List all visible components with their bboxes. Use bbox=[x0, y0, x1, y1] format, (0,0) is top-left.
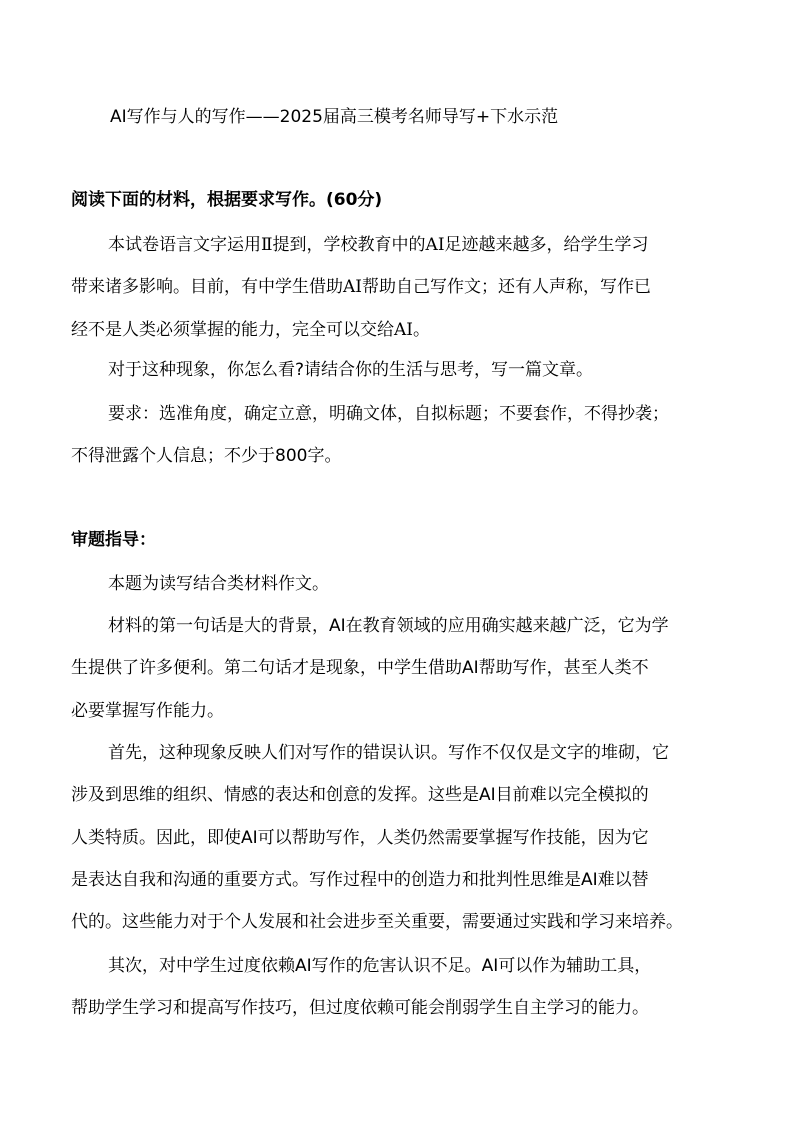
material-heading: 阅读下面的材料，根据要求写作。(60分) bbox=[71, 190, 383, 210]
requirements-line-1: 要求：选准角度，确定立意，明确文体，自拟标题；不要套作，不得抄袭； bbox=[108, 404, 669, 424]
document-title: AI写作与人的写作——2025届高三模考名师导写+下水示范 bbox=[110, 107, 559, 127]
question-line: 对于这种现象，你怎么看?请结合你的生活与思考，写一篇文章。 bbox=[108, 360, 594, 380]
guide-p3-line-1: 其次，对中学生过度依赖AI写作的危害认识不足。AI可以作为辅助工具， bbox=[108, 956, 652, 976]
guide-p3-line-2: 帮助学生学习和提高写作技巧，但过度依赖可能会削弱学生自主学习的能力。 bbox=[71, 998, 649, 1018]
material-line-3: 经不是人类必须掌握的能力，完全可以交给AI。 bbox=[71, 320, 430, 340]
guide-p2-line-3: 人类特质。因此，即使AI可以帮助写作，人类仍然需要掌握写作技能，因为它 bbox=[71, 828, 649, 848]
requirements-line-2: 不得泄露个人信息；不少于800字。 bbox=[71, 446, 342, 466]
guide-p2-line-1: 首先，这种现象反映人们对写作的错误认识。写作不仅仅是文字的堆砌，它 bbox=[108, 743, 669, 763]
material-line-1: 本试卷语言文字运用Ⅱ提到，学校教育中的AI足迹越来越多，给学生学习 bbox=[108, 235, 649, 255]
guide-p1-line-2: 生提供了许多便利。第二句话才是现象，中学生借助AI帮助写作，甚至人类不 bbox=[71, 658, 649, 678]
guide-p2-line-5: 代的。这些能力对于个人发展和社会进步至关重要，需要通过实践和学习来培养。 bbox=[71, 912, 683, 932]
guide-p1-line-1: 材料的第一句话是大的背景，AI在教育领域的应用确实越来越广泛，它为学 bbox=[108, 616, 669, 636]
material-line-2: 带来诸多影响。目前，有中学生借助AI帮助自己写作文；还有人声称，写作已 bbox=[71, 277, 651, 297]
guide-p2-line-2: 涉及到思维的组织、情感的表达和创意的发挥。这些是AI目前难以完全模拟的 bbox=[71, 785, 649, 805]
guide-p1-line-3: 必要掌握写作能力。 bbox=[71, 701, 224, 721]
guide-p2-line-4: 是表达自我和沟通的重要方式。写作过程中的创造力和批判性思维是AI难以替 bbox=[71, 870, 649, 890]
guide-intro: 本题为读写结合类材料作文。 bbox=[108, 574, 329, 594]
guide-heading: 审题指导： bbox=[71, 530, 156, 550]
